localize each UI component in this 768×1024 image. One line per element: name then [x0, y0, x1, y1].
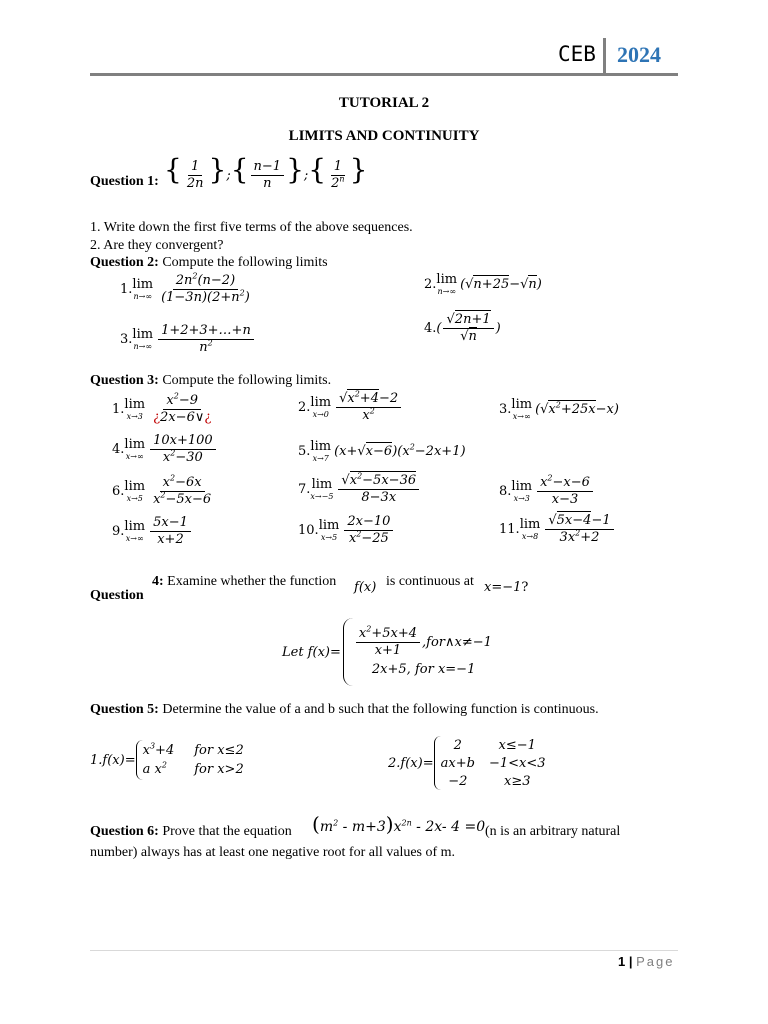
header-left: CEB: [558, 42, 596, 66]
q5-func1: 1.f(x)= $x^3+4$ for x≤2 a $x^2$ for x>2: [90, 740, 244, 780]
page-title: TUTORIAL 2: [338, 95, 430, 111]
q1-item1: 1. Write down the first five terms of the above sequences.: [90, 220, 413, 235]
q5-func2: 2.f(x)= 2 x≤−1 ax+b −1<x<3 −2 x≥3: [388, 737, 546, 789]
header-rule: [90, 73, 678, 76]
q3-item5: 5. lim x→7 $(x+√x-6)(x^2-2x+1)$: [298, 439, 466, 463]
q2-item3: 3. lim n→∞ $\frac{1+2+3+\dots+n}{n^2}$: [120, 324, 256, 355]
q6-equation: $(m^2 - m+3)x^{2n} - 2x-$ 4 =0: [312, 812, 486, 836]
q5-heading: Question 5: Determine the value of a and b such that the following function is continuous.: [90, 702, 599, 717]
q3-item8: 8. lim x→3 $\frac{x^2-x-6}{x-3}$: [499, 476, 595, 507]
q3-item3: 3. lim x→∞ $(√x^2+25x-x)$: [499, 397, 619, 421]
q3-item11: 11. lim x→8 $\frac{√5x-4-1}{3x^2+2}$: [499, 514, 616, 545]
q3-item6: 6. lim x→5 $\frac{x^2-6x}{x^2-5x-6}$: [112, 473, 212, 507]
q2-item4: 4.( $\frac{√2n+1}{√n}$ ): [424, 312, 501, 344]
q4-fx: f(x): [354, 580, 377, 595]
q2-item1: 1. lim n→∞ $\frac{2n^2(n-2)}{(1-3n)(2+n^2)}$: [120, 271, 250, 305]
q4-piecewise: Let f(x)= $\frac{x^2+5x+4}{x+1}$ , for ∧ x ≠−1 2x+5, for x=−1: [282, 618, 492, 686]
footer-rule: [90, 950, 678, 951]
q4-text2: is continuous at: [386, 574, 474, 589]
q4-point: x=−1?: [484, 580, 529, 595]
q3-heading: Question 3: Compute the following limits.: [90, 373, 332, 388]
q3-item4: 4. lim x→∞ $\frac{10x+100}{x^2-30}$: [112, 434, 218, 465]
q3-item7: 7. lim x→−5 $\frac{√x^2-5x-36}{8-3x}$: [298, 474, 421, 505]
q3-item9: 9. lim x→∞ $\frac{5x-1}{x+2}$: [112, 516, 193, 547]
q1-sequences: { $\frac{1}{2n}$ };{ $\frac{n-1}{n}$ };{ $\frac{1}{2^n}$ }: [164, 153, 368, 191]
q3-item1: 1. lim x→3 $\frac{x^2-9}{¿2x-6\vee¿}$: [112, 391, 212, 425]
q3-item10: 10. lim x→5 $\frac{2x-10}{x^2-25}$: [298, 515, 395, 546]
q4-text: 4: Examine whether the function: [152, 574, 337, 589]
header-divider: [603, 38, 606, 74]
header-year: 2024: [617, 42, 661, 67]
q6-text2: (n is an arbitrary natural: [485, 824, 621, 839]
q1-item2: 2. Are they convergent?: [90, 238, 224, 253]
q6-text3: number) always has at least one negative root for all values of m.: [90, 845, 456, 860]
q2-item2: 2. lim n→∞ (√n+25−√n): [424, 272, 542, 296]
footer-page: 1 | Page: [618, 954, 675, 969]
q6-heading: Question 6: Prove that the equation: [90, 824, 292, 839]
q2-heading: Question 2: Compute the following limits: [90, 255, 328, 270]
q4-label-a: Question: [90, 588, 144, 603]
page-subtitle: LIMITS AND CONTINUITY: [288, 128, 480, 144]
q1-label: Question 1:: [90, 174, 159, 189]
q3-item2: 2. lim x→0 $\frac{√x^2+4-2}{x^2}$: [298, 392, 403, 423]
